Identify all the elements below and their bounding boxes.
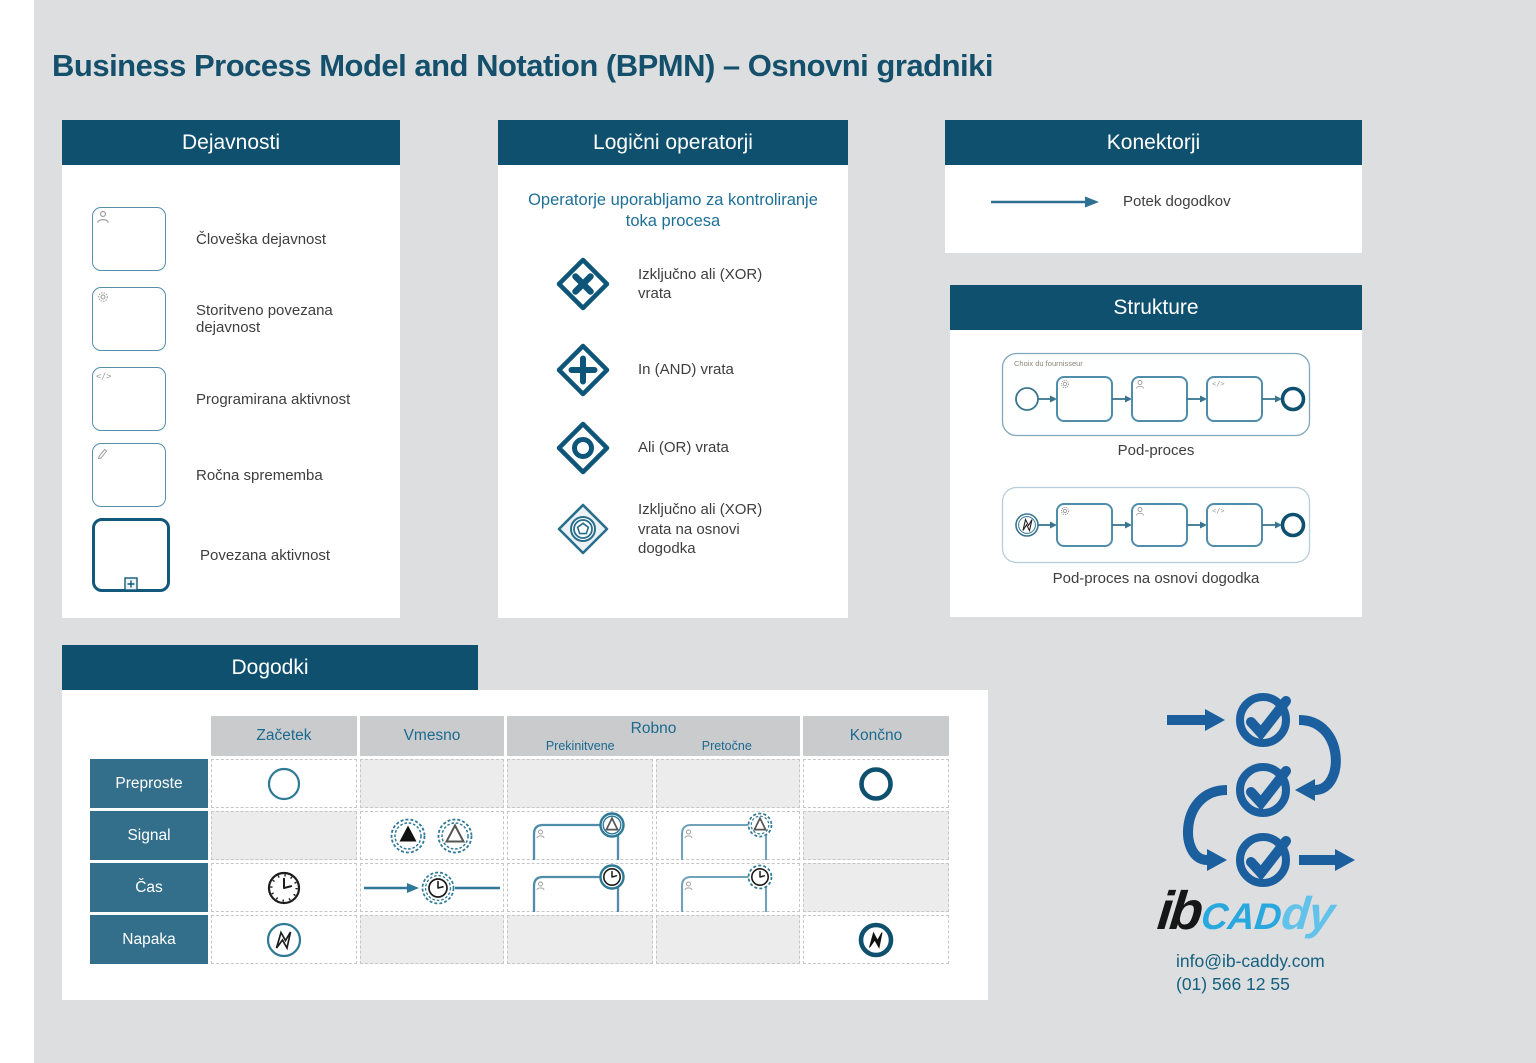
- panel-logicni-title: Logični operatorji: [498, 120, 848, 165]
- manual-task-shape: [92, 443, 166, 507]
- service-task-shape: [1057, 377, 1112, 421]
- column-header: Začetek: [211, 716, 357, 756]
- subcolumn-header: Prekinitvene: [545, 738, 615, 753]
- svg-text:</>: </>: [1212, 507, 1225, 515]
- service-task-shape: [92, 287, 166, 351]
- signal-boundary-interrupting-icon: [520, 812, 640, 860]
- timer-intermediate-event-icon: [362, 866, 502, 910]
- cell-napaka-koncno: [803, 915, 949, 964]
- activity-item: [92, 207, 392, 271]
- script-task-shape: [92, 367, 166, 431]
- activity-label: Storitveno povezana dejavnost: [196, 302, 333, 336]
- panel-strukture-body: [950, 330, 1362, 617]
- row-header: Napaka: [90, 915, 208, 964]
- cell-empty: [803, 863, 949, 912]
- logo-cad-text: CAD: [1199, 896, 1284, 937]
- ib-caddy-logo: [1154, 881, 1337, 941]
- activity-item: [92, 367, 392, 431]
- xor-gateway-icon: [556, 257, 610, 311]
- signal-intermediate-events-icon: [382, 814, 482, 858]
- panel-dejavnosti: [62, 120, 400, 618]
- cell-cas-prekinitvene: [507, 863, 653, 912]
- contact-email: info@ib-caddy.com: [1176, 951, 1325, 971]
- page-title: Business Process Model and Notation (BPMN) – Osnovni gradniki: [52, 48, 993, 83]
- cell-preproste-zacetek: [211, 759, 357, 808]
- subprocess-diagram: [1001, 352, 1311, 437]
- subcolumn-header: Pretočne: [701, 738, 752, 753]
- panel-dejavnosti-body: [62, 165, 400, 618]
- panel-konektorji: [945, 120, 1362, 253]
- column-header-label: Robno: [630, 719, 677, 737]
- user-task-shape: [1132, 377, 1187, 421]
- error-start-event-icon: [262, 918, 306, 962]
- panel-logicni-body: [498, 165, 848, 618]
- person-icon: [96, 210, 110, 224]
- signal-boundary-non-interrupting-icon: [668, 812, 788, 860]
- event-subprocess-caption: Pod-proces na osnovi dogodka: [1052, 570, 1260, 587]
- connector-label: Potek dogodkov: [1123, 193, 1231, 210]
- panel-logicni-operatorji: [498, 120, 848, 618]
- gateway-item: [556, 257, 840, 311]
- contact-info: [1176, 950, 1325, 996]
- cell-empty: [507, 759, 653, 808]
- code-icon: [96, 370, 114, 382]
- simple-end-event-icon: [856, 764, 896, 804]
- process-checklist-flow-icon: [1163, 692, 1363, 888]
- and-gateway-icon: [556, 343, 610, 397]
- panel-dogodki-title: Dogodki: [62, 645, 478, 690]
- column-header: Vmesno: [360, 716, 504, 756]
- gateway-item: [556, 421, 840, 475]
- cell-signal-pretocne: [656, 811, 800, 860]
- plus-box-icon: [124, 577, 138, 591]
- cell-napaka-zacetek: [211, 915, 357, 964]
- gateway-label: Ali (OR) vrata: [638, 439, 729, 457]
- event-subprocess-diagram: [1001, 486, 1311, 564]
- event-xor-gateway-icon: [556, 502, 610, 556]
- or-gateway-icon: [556, 421, 610, 475]
- corner-cell: [90, 716, 208, 756]
- timer-start-event-icon: [262, 866, 306, 910]
- panel-strukture: [950, 285, 1362, 617]
- gateway-label: In (AND) vrata: [638, 361, 734, 379]
- cell-empty: [360, 759, 504, 808]
- cell-signal-vmesno: [360, 811, 504, 860]
- column-header-robno: [507, 716, 800, 756]
- svg-text:</>: </>: [96, 372, 112, 382]
- panel-dejavnosti-title: Dejavnosti: [62, 120, 400, 165]
- cell-cas-vmesno: [360, 863, 504, 912]
- contact-phone: (01) 566 12 55: [1176, 973, 1290, 994]
- logicni-subtitle: Operatorje uporabljamo za kontroliranje toka procesa: [528, 191, 818, 230]
- activity-label: Ročna sprememba: [196, 466, 323, 484]
- cell-empty: [211, 811, 357, 860]
- panel-dogodki-body: [62, 690, 988, 1000]
- error-end-event-icon: [854, 918, 898, 962]
- activity-item: [92, 287, 392, 351]
- hand-pen-icon: [96, 446, 110, 460]
- gateway-item: [556, 343, 840, 397]
- activity-label: Človeška dejavnost: [196, 230, 327, 248]
- activity-label: Programirana aktivnost: [196, 390, 351, 408]
- gateway-label: Izključno ali (XOR) vrata: [638, 265, 763, 302]
- end-event-circle: [1283, 515, 1304, 536]
- panel-strukture-title: Strukture: [950, 285, 1362, 330]
- user-task-shape: [92, 207, 166, 271]
- subprocess-container-label: Choix du fournisseur: [1014, 359, 1083, 368]
- service-task-shape: [1057, 504, 1112, 546]
- cell-preproste-koncno: [803, 759, 949, 808]
- activity-item: [92, 443, 392, 507]
- activity-item: [92, 518, 392, 592]
- call-activity-shape: [92, 518, 170, 592]
- cell-cas-pretocne: [656, 863, 800, 912]
- activity-label: Povezana aktivnost: [200, 546, 331, 564]
- svg-text:</>: </>: [1212, 380, 1225, 388]
- left-margin-strip: [0, 0, 34, 1063]
- cell-cas-zacetek: [211, 863, 357, 912]
- end-event-circle: [1283, 389, 1304, 410]
- simple-start-event-icon: [264, 764, 304, 804]
- connector-item: [989, 193, 1231, 210]
- panel-konektorji-body: [945, 165, 1362, 253]
- start-event-circle: [1016, 388, 1038, 410]
- column-header: Končno: [803, 716, 949, 756]
- timer-boundary-interrupting-icon: [520, 864, 640, 912]
- cell-empty: [656, 915, 800, 964]
- row-header: Signal: [90, 811, 208, 860]
- user-task-shape: [1132, 504, 1187, 546]
- gateway-item: [556, 500, 840, 559]
- gear-icon: [96, 290, 110, 304]
- cell-empty: [360, 915, 504, 964]
- panel-konektorji-title: Konektorji: [945, 120, 1362, 165]
- logo-dy-text: dy: [1279, 887, 1337, 939]
- cell-empty: [803, 811, 949, 860]
- timer-boundary-non-interrupting-icon: [668, 864, 788, 912]
- sequence-flow-arrow-icon: [989, 194, 1101, 210]
- events-table: [90, 716, 949, 964]
- row-header: Preproste: [90, 759, 208, 808]
- cell-empty: [507, 915, 653, 964]
- cell-signal-prekinitvene: [507, 811, 653, 860]
- row-header: Čas: [90, 863, 208, 912]
- cell-empty: [656, 759, 800, 808]
- subprocess-caption: Pod-proces: [1117, 442, 1195, 459]
- gateway-label: Izključno ali (XOR) vrata na osnovi dogodka: [638, 501, 763, 557]
- logo-ib-text: ib: [1154, 881, 1204, 941]
